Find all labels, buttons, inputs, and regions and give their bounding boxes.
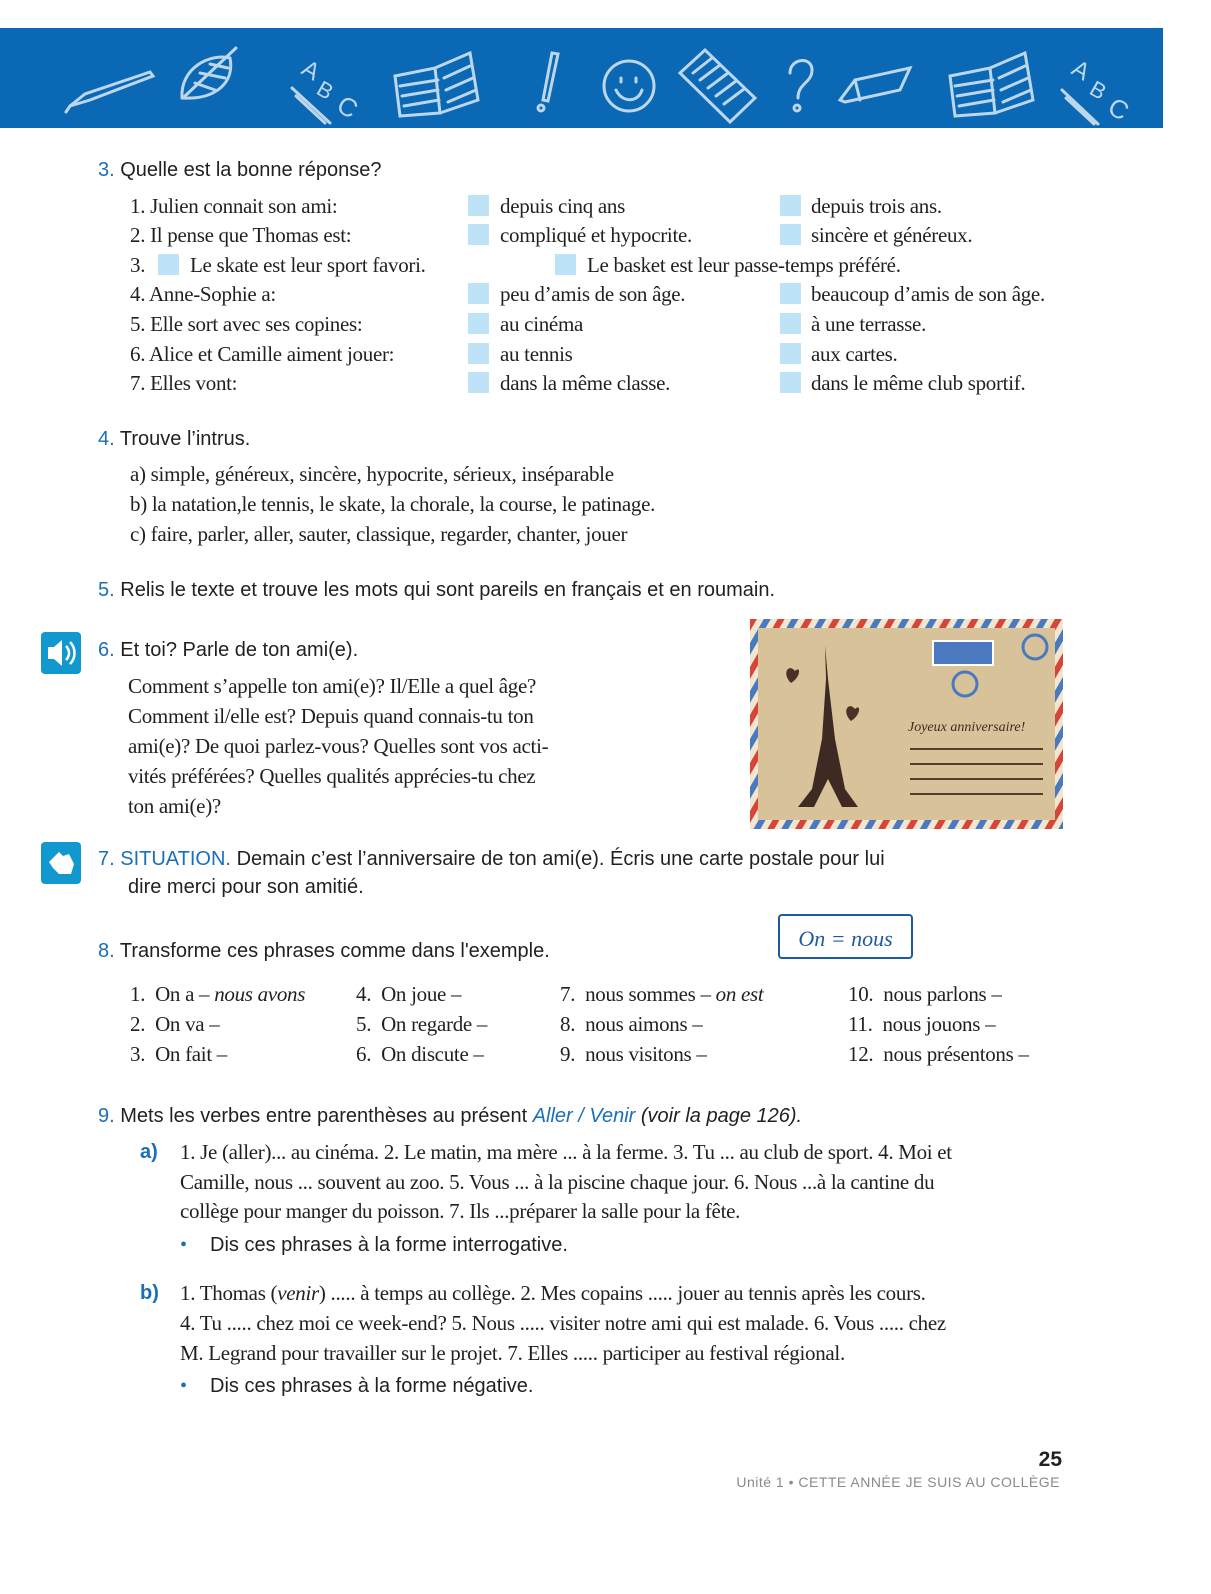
postcard-greeting: Joyeux anniversaire!: [908, 720, 1026, 735]
item-text: nous visitons –: [585, 1042, 707, 1066]
exercise-number: 6.: [98, 639, 115, 661]
exercise-number: 3.: [98, 159, 115, 181]
answer-option: au cinéma: [500, 312, 584, 336]
transform-item: [356, 982, 461, 1007]
exercise-3-heading: [98, 159, 382, 182]
unit-title: Unité 1 • CETTE ANNÉE JE SUIS AU COLLÈGE: [736, 1474, 1060, 1490]
item-number: 12.: [848, 1042, 874, 1066]
item-number: 10.: [848, 982, 874, 1006]
part-a-task: Dis ces phrases à la forme interrogative.: [210, 1234, 568, 1256]
answer-option: compliqué et hypocrite.: [500, 223, 692, 247]
question-label: 5. Elle sort avec ses copines:: [130, 312, 363, 336]
item-number: 5.: [356, 1012, 372, 1036]
question-line: ton ami(e)?: [128, 794, 221, 818]
eraser-icon: [840, 68, 910, 102]
answer-option: à une terrasse.: [811, 312, 927, 336]
paintbrush-icon: [66, 72, 153, 112]
item-text: On va –: [155, 1012, 220, 1036]
part-a-label: a): [140, 1141, 158, 1163]
exclamation-icon: [538, 53, 558, 111]
question-line: Comment il/elle est? Depuis quand connais-tu ton: [128, 704, 534, 728]
item-text: nous sommes –: [585, 982, 716, 1006]
exercise-8-heading: [98, 940, 550, 963]
exercise-title: Trouve l’intrus.: [119, 428, 251, 450]
exercise-number: 5.: [98, 579, 115, 601]
item-text: nous jouons –: [882, 1012, 996, 1036]
answer-option: dans la même classe.: [500, 371, 671, 395]
item-number: 7.: [560, 982, 576, 1006]
transform-item: [356, 1012, 487, 1037]
svg-text:A: A: [1067, 54, 1095, 87]
answer-checkbox[interactable]: [468, 195, 489, 216]
writing-hand-icon: [41, 842, 81, 884]
situation-label: SITUATION.: [120, 848, 231, 870]
item-text: On fait –: [155, 1042, 228, 1066]
question-line: vités préférées? Quelles qualités apprécies-tu chez: [128, 764, 536, 788]
exercise-number: 9.: [98, 1105, 115, 1127]
item-number: 3.: [130, 1042, 146, 1066]
exercise-title: Et toi? Parle de ton ami(e).: [120, 639, 359, 661]
part-b-task: Dis ces phrases à la forme négative.: [210, 1375, 534, 1397]
svg-text:C: C: [332, 89, 364, 125]
question-label: 3.: [130, 253, 146, 277]
exercise-5-heading: [98, 579, 775, 602]
answer-option: Le basket est leur passe-temps préféré.: [587, 253, 901, 277]
question-label: 6. Alice et Camille aiment jouer:: [130, 342, 395, 366]
answer-checkbox[interactable]: [555, 254, 576, 275]
answer-checkbox[interactable]: [780, 313, 801, 334]
transform-item: [848, 1012, 995, 1037]
transform-item: [130, 1012, 219, 1037]
exercise-7-line-2: dire merci pour son amitié.: [128, 876, 364, 898]
question-label: 7. Elles vont:: [130, 371, 238, 395]
answer-checkbox[interactable]: [468, 313, 489, 334]
item-number: 4.: [356, 982, 372, 1006]
transform-item: [130, 1042, 227, 1067]
answer-checkbox[interactable]: [468, 283, 489, 304]
exercise-4-heading: [98, 428, 250, 451]
part-b-label: b): [140, 1282, 159, 1304]
part-a-line: Camille, nous ... souvent au zoo. 5. Vous ... à la piscine chaque jour. 6. Nous ...à la cantine du: [180, 1170, 935, 1194]
decorative-banner: [0, 28, 1163, 128]
item-text: On a –: [155, 982, 215, 1006]
part-a-line: 1. Je (aller)... au cinéma. 2. Le matin, ma mère ... à la ferme. 3. Tu ... au club de sport. 4. Moi et: [180, 1140, 952, 1164]
svg-text:B: B: [1085, 75, 1111, 105]
transform-item: [560, 1042, 707, 1067]
open-book-icon: [395, 53, 478, 116]
item-number: 6.: [356, 1042, 372, 1066]
answer-checkbox[interactable]: [780, 343, 801, 364]
item-number: 9.: [560, 1042, 576, 1066]
answer-option: beaucoup d’amis de son âge.: [811, 282, 1045, 306]
intrus-line-b: b) la natation,le tennis, le skate, la chorale, la course, le patinage.: [130, 492, 656, 516]
answer-option: depuis cinq ans: [500, 194, 625, 218]
bullet-icon: •: [180, 1375, 188, 1397]
intrus-line-c: c) faire, parler, aller, sauter, classique, regarder, chanter, jouer: [130, 522, 628, 546]
item-text: nous présentons –: [883, 1042, 1029, 1066]
answer-option: aux cartes.: [811, 342, 898, 366]
item-text: nous parlons –: [883, 982, 1002, 1006]
transform-item: [130, 982, 305, 1007]
question-label: 2. Il pense que Thomas est:: [130, 223, 352, 247]
intrus-line-a: a) simple, généreux, sincère, hypocrite, sérieux, inséparable: [130, 462, 614, 486]
answer-option: au tennis: [500, 342, 573, 366]
transform-item: [848, 1042, 1029, 1067]
item-example: nous avons: [214, 982, 306, 1006]
question-line: Comment s’appelle ton ami(e)? Il/Elle a quel âge?: [128, 674, 537, 698]
open-book-icon: [950, 53, 1033, 116]
abc-icon: [1062, 55, 1134, 127]
answer-option: Le skate est leur sport favori.: [190, 253, 426, 277]
item-text: On regarde –: [381, 1012, 488, 1036]
answer-checkbox[interactable]: [468, 224, 489, 245]
part-b-line: M. Legrand pour travailler sur le projet. 7. Elles ..... participer au festival régional.: [180, 1341, 845, 1365]
exercise-title: Demain c’est l’anniversaire de ton ami(e). Écris une carte postale pour lui: [236, 848, 885, 870]
svg-text:A: A: [297, 54, 325, 87]
transform-item: [848, 982, 1002, 1007]
bullet-icon: •: [180, 1234, 188, 1256]
item-number: 2.: [130, 1012, 146, 1036]
rule-box: On = nous: [778, 914, 913, 959]
abc-icon: [292, 55, 363, 125]
notepad-icon: [680, 50, 755, 122]
answer-option: dans le même club sportif.: [811, 371, 1026, 395]
item-text: On discute –: [381, 1042, 484, 1066]
answer-checkbox[interactable]: [780, 195, 801, 216]
item-number: 8.: [560, 1012, 576, 1036]
part-b-line: 4. Tu ..... chez moi ce week-end? 5. Nous ..... visiter notre ami qui est malade. 6. Vous ..... chez: [180, 1311, 946, 1335]
part-a-line: collège pour manger du poisson. 7. Ils ...préparer la salle pour la fête.: [180, 1199, 741, 1223]
answer-checkbox[interactable]: [468, 343, 489, 364]
question-icon: [790, 61, 812, 111]
verbs-highlight: Aller / Venir: [532, 1105, 636, 1127]
text: 1. Thomas (: [180, 1281, 278, 1305]
answer-option: peu d’amis de son âge.: [500, 282, 686, 306]
question-line: ami(e)? De quoi parlez-vous? Quelles sont vos acti-: [128, 734, 549, 758]
page-number: 25: [1038, 1448, 1062, 1471]
postcard-illustration: [750, 619, 1063, 829]
exercise-title: Mets les verbes entre parenthèses au présent: [120, 1105, 533, 1127]
exercise-number: 4.: [98, 428, 115, 450]
question-label: 4. Anne-Sophie a:: [130, 282, 276, 306]
exercise-6-heading: [98, 639, 358, 662]
answer-checkbox[interactable]: [780, 224, 801, 245]
text: ) ..... à temps au collège. 2. Mes copains ..... jouer au tennis après les cours.: [318, 1281, 926, 1305]
answer-option: sincère et généreux.: [811, 223, 973, 247]
item-text: On joue –: [381, 982, 462, 1006]
leaf-icon: [182, 48, 236, 98]
exercise-9-heading: [98, 1105, 802, 1128]
answer-checkbox[interactable]: [468, 372, 489, 393]
answer-checkbox[interactable]: [780, 372, 801, 393]
question-label: 1. Julien connait son ami:: [130, 194, 338, 218]
exercise-7-heading: [98, 848, 885, 871]
exercise-title: Quelle est la bonne réponse?: [120, 159, 382, 181]
answer-checkbox[interactable]: [158, 254, 179, 275]
item-text: nous aimons –: [585, 1012, 703, 1036]
item-number: 11.: [848, 1012, 873, 1036]
verb: venir: [277, 1281, 319, 1305]
exercise-title: Transforme ces phrases comme dans l'exemple.: [119, 940, 550, 962]
answer-checkbox[interactable]: [780, 283, 801, 304]
transform-item: [356, 1042, 484, 1067]
exercise-number: 8.: [98, 940, 115, 962]
smiley-icon: [604, 61, 654, 111]
page-reference: (voir la page 126).: [635, 1105, 803, 1127]
item-number: 1.: [130, 982, 146, 1006]
item-example: on est: [715, 982, 764, 1006]
transform-item: [560, 1012, 703, 1037]
exercise-number: 7.: [98, 848, 115, 870]
svg-text:B: B: [312, 75, 338, 105]
speaker-icon: [41, 632, 81, 674]
transform-item: [560, 982, 763, 1007]
exercise-title: Relis le texte et trouve les mots qui sont pareils en français et en roumain.: [120, 579, 776, 601]
svg-text:C: C: [1103, 91, 1135, 127]
answer-option: depuis trois ans.: [811, 194, 942, 218]
part-b-line: [180, 1281, 926, 1306]
